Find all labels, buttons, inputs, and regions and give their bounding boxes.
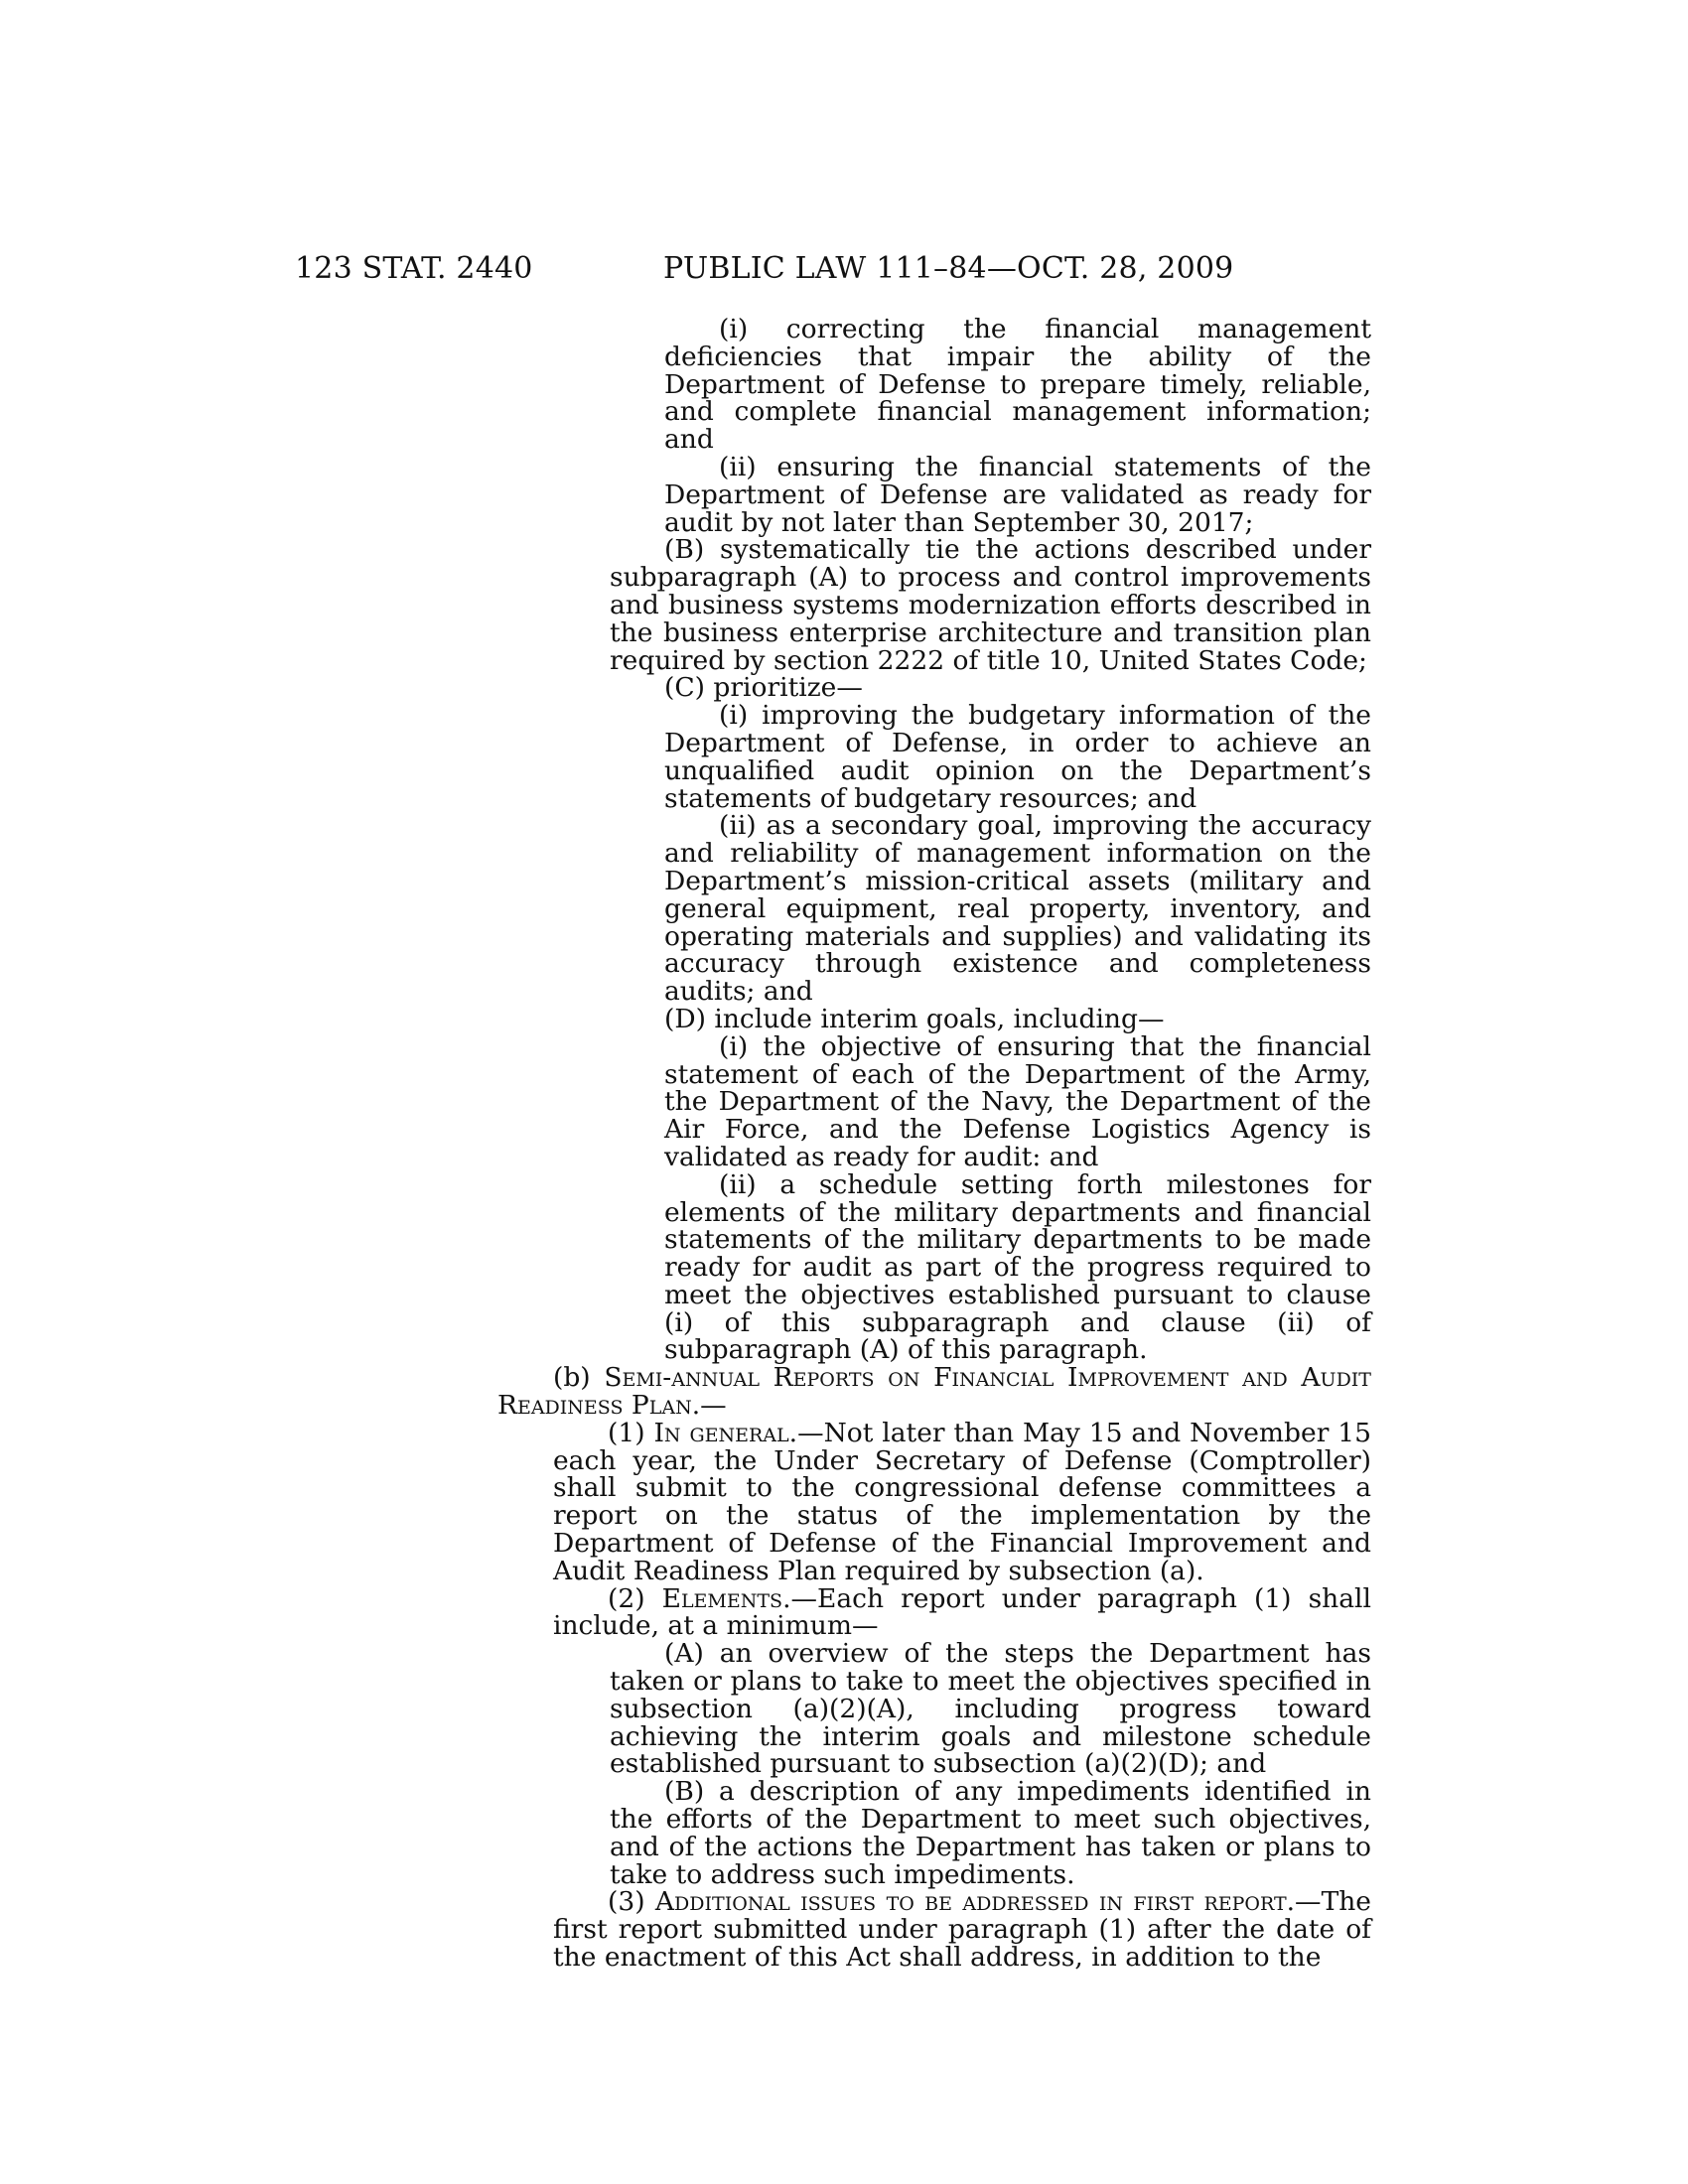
clause-a-2-D-ii: (ii) a schedule setting forth milestones for elements of the military departments and financial statements of the military departments to be made ready for audit as part of the progress required to meet the objectives established pursuant to clause (i) of this subparagraph and clause (ii) of subparagraph (A) of this paragraph. (664, 1168, 1371, 1366)
subparagraph-a-2-B: (B) systematically tie the actions described under subparagraph (A) to process and control improvements and business systems modernization efforts described in the business enterprise architecture and transition plan required by section 2222 of title 10, United States Code; (610, 534, 1371, 676)
clause-a-2-C-i: (i) improving the budgetary information of the Department of Defense, in order to achieve an unqualified audit opinion on the Department’s statements of budgetary resources; and (664, 700, 1371, 814)
paragraph-b-1-text: Not later than May 15 and November 15 each year, the Under Secretary of Defense (Comptroller) shall submit to the congressional defense committees a report on the status of the implementation by the Department of Defense of the Financial Improvement and Audit Readiness Plan required by subsection (a). (553, 1417, 1371, 1586)
page-citation: 123 STAT. 2440 (295, 251, 533, 286)
paragraph-b-2-number: (2) (608, 1582, 662, 1614)
subparagraph-a-2-D: (D) include interim goals, including— (664, 1003, 1165, 1034)
running-header: PUBLIC LAW 111–84—OCT. 28, 2009 (663, 251, 1234, 286)
paragraph-b-3-text: The first report submitted under paragraph (1) after the date of the enactment of this Act shall address, in addition to the (553, 1886, 1371, 1974)
subparagraph-a-2-C: (C) prioritize— (664, 672, 863, 704)
clause-a-2-C-ii: (ii) as a secondary goal, improving the accuracy and reliability of management information on the Department’s mission-critical assets (military and general equipment, real property, inventory, and operating materials and supplies) and validating its accuracy through existence and completeness audits; and (664, 810, 1371, 1008)
paragraph-b-3-heading: Additional issues to be addressed in first report.— (654, 1886, 1322, 1918)
subparagraph-b-2-A: (A) an overview of the steps the Department has taken or plans to take to meet the objectives specified in subsection (a)(2)(A), including progress toward achieving the interim goals and milestone schedule established pursuant to subsection (a)(2)(D); and (610, 1638, 1371, 1780)
paragraph-b-2-heading: Elements.— (661, 1582, 817, 1614)
paragraph-b-1-heading: In general.— (653, 1417, 824, 1448)
paragraph-b-3-number: (3) (608, 1886, 655, 1918)
subsection-b-title: Semi-annual Reports on Financial Improvement and Audit Readiness Plan.— (497, 1362, 1371, 1422)
paragraph-b-1 (553, 1417, 1371, 1586)
statute-text (0, 316, 1688, 1972)
clause-a-2-A-i: (i) correcting the financial management deficiencies that impair the ability of the Department of Defense to prepare timely, reliable, and complete financial management information; and (664, 314, 1371, 456)
paragraph-b-1-number: (1) (608, 1417, 654, 1448)
subparagraph-b-2-B: (B) a description of any impediments identified in the efforts of the Department to meet such objectives, and of the actions the Department has taken or plans to take to address such impediments. (610, 1776, 1371, 1890)
subsection-b-number: (b) (553, 1362, 605, 1394)
paragraph-b-2-text: Each report under paragraph (1) shall include, at a minimum— (553, 1582, 1371, 1642)
clause-a-2-A-ii: (ii) ensuring the financial statements of the Department of Defense are validated as ready for audit by not later than September 30, 2017; (664, 451, 1371, 538)
clause-a-2-D-i: (i) the objective of ensuring that the financial statement of each of the Department of the Army, the Department of the Navy, the Department of the Air Force, and the Defense Logistics Agency is validated as ready for audit: and (664, 1030, 1371, 1172)
paragraph-b-2 (553, 1582, 1371, 1642)
subsection-b-heading (497, 1364, 1371, 1420)
paragraph-b-3 (553, 1886, 1371, 1974)
